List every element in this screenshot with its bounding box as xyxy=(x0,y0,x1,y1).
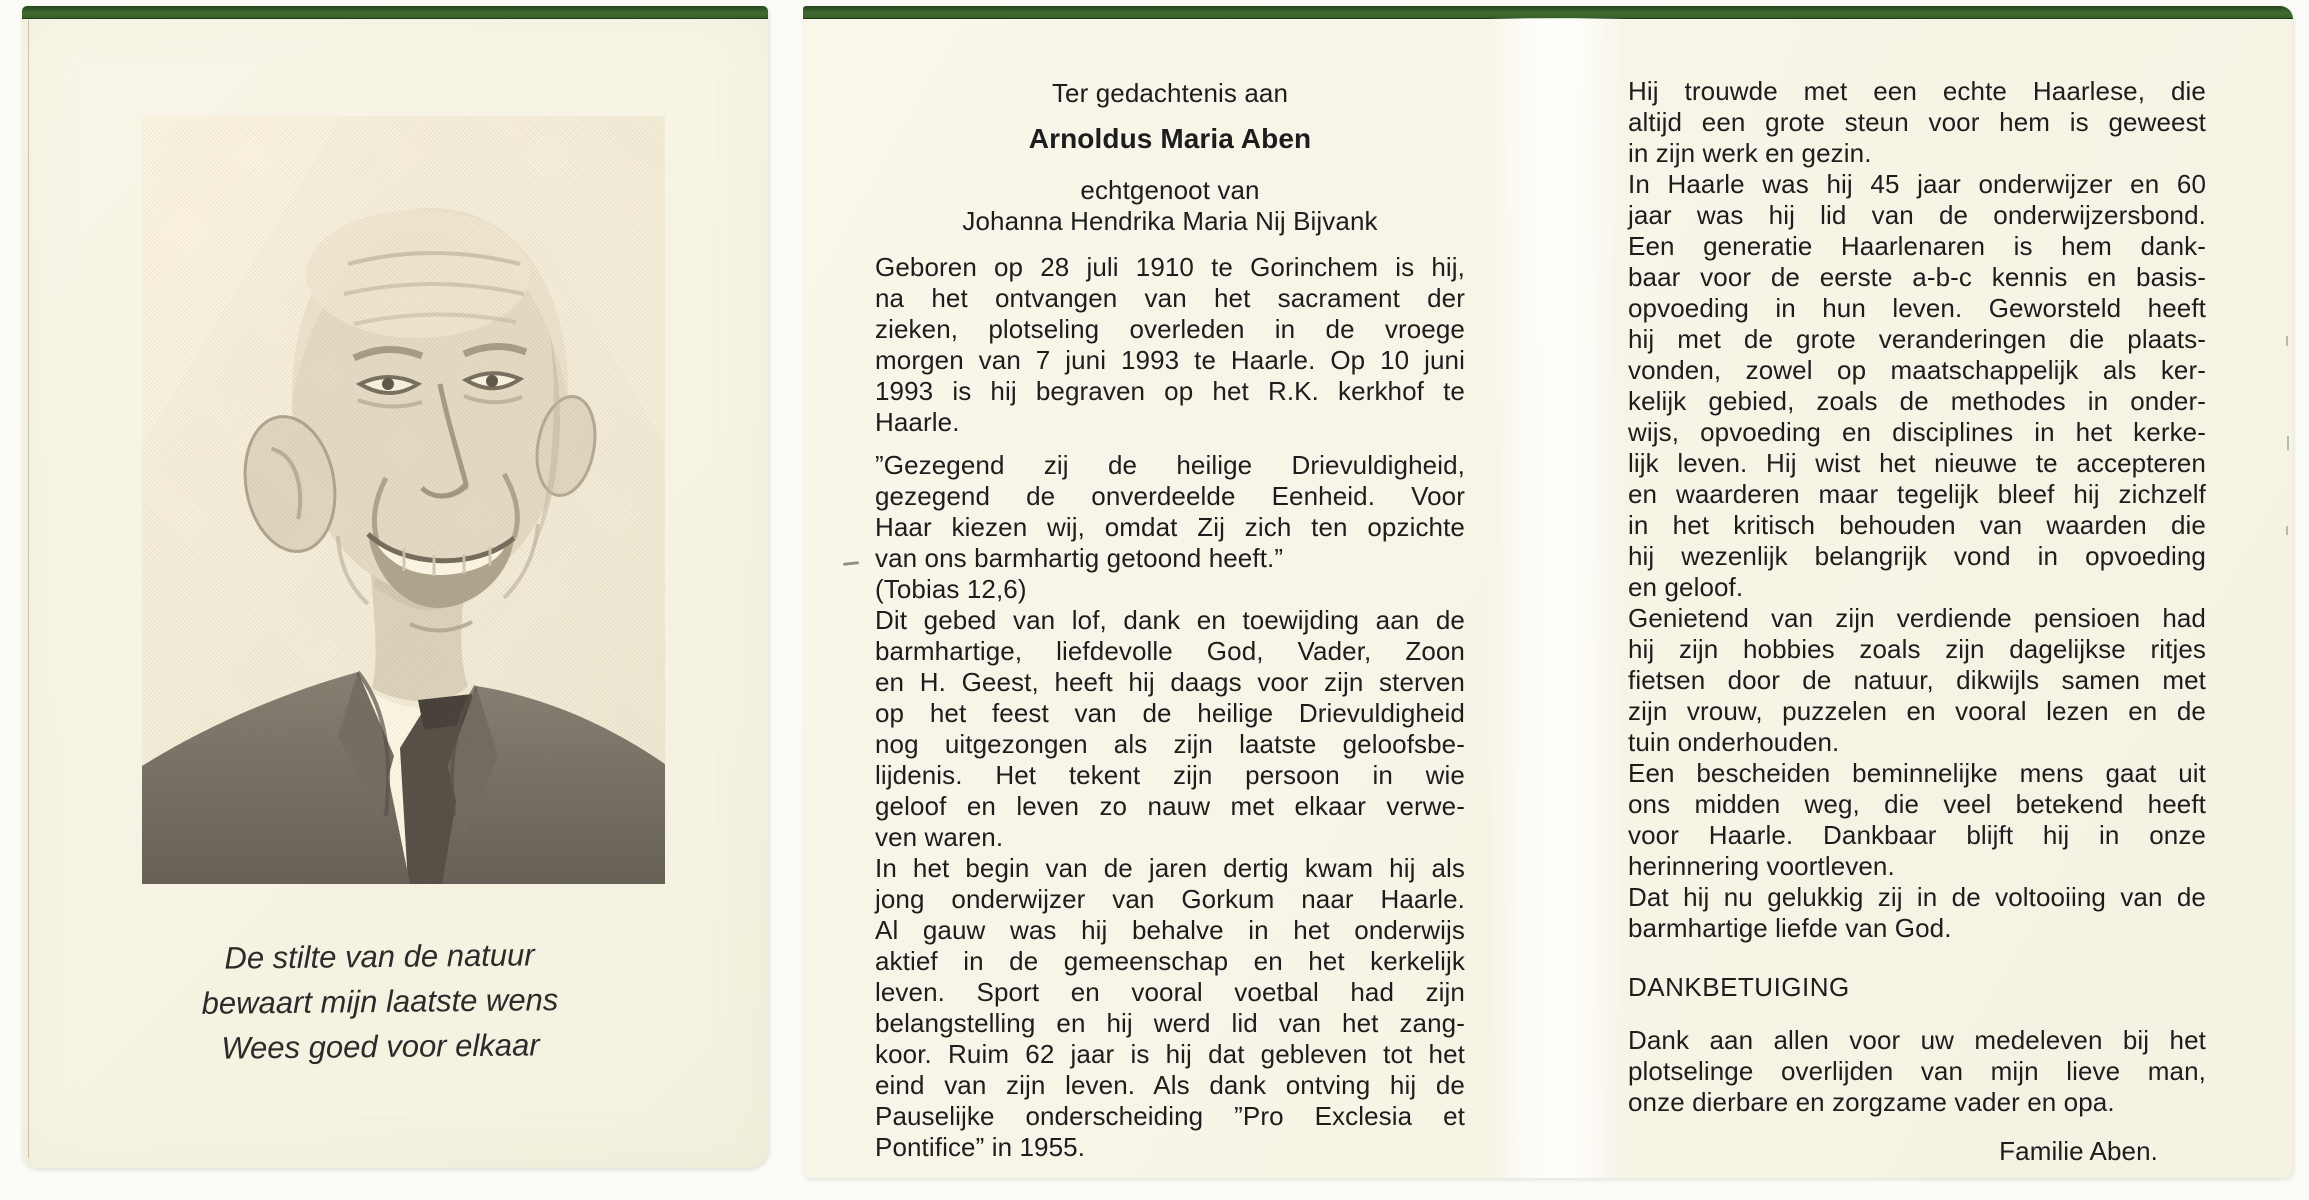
memorial-text-column xyxy=(875,78,1465,1163)
text-line: vonden, zowel op maatschappelijk als ker- xyxy=(1628,355,2206,385)
text-line: plotselinge overlijden van mijn lieve man, xyxy=(1628,1056,2206,1086)
text-line: zijn vrouw, puzzelen en vooral lezen en de xyxy=(1628,696,2206,726)
text-line: voor Haarle. Dankbaar blijft hij in onze xyxy=(1628,820,2206,850)
text-line: van ons barmhartig getoond heeft.” xyxy=(875,543,1284,573)
text-line: geloof en leven zo nauw met elkaar verwe- xyxy=(875,791,1465,821)
text-line: lijdenis. Het tekent zijn persoon in wie xyxy=(875,760,1465,790)
text-line: Al gauw was hij behalve in het onderwijs xyxy=(875,915,1465,945)
text-line: barmhartige liefde van God. xyxy=(1628,913,1952,943)
text-line: aktief in de gemeenschap en het kerkelijk xyxy=(875,946,1465,976)
text-line: altijd een grote steun voor hem is geweest xyxy=(1628,107,2206,137)
text-line: lijk leven. Hij wist het nieuwe te accepteren xyxy=(1628,448,2206,478)
scan-artifact xyxy=(2286,526,2288,535)
text-line: in zijn werk en gezin. xyxy=(1628,138,1872,168)
paragraph-farewell xyxy=(1628,758,2206,882)
text-line: na het ontvangen van het sacrament der xyxy=(875,283,1465,313)
text-line: 1993 is hij begraven op het R.K. kerkhof te xyxy=(875,376,1465,406)
text-line: Een bescheiden beminnelijke mens gaat uit xyxy=(1628,758,2206,788)
text-line: en H. Geest, heeft hij daags voor zijn sterven xyxy=(875,667,1465,697)
paragraph-pension xyxy=(1628,603,2206,758)
text-line: Pontifice” in 1955. xyxy=(875,1132,1086,1162)
paragraph-completion xyxy=(1628,882,2206,944)
deceased-name: Arnoldus Maria Aben xyxy=(1028,123,1312,154)
center-fold-highlight xyxy=(1489,18,1625,1178)
paragraph-teacher-life xyxy=(875,853,1465,1163)
text-line: barmhartige, liefdevolle God, Vader, Zoon xyxy=(875,636,1465,666)
scripture-source: (Tobias 12,6) xyxy=(875,574,1027,604)
text-line: baar voor de eerste a-b-c kennis en basis- xyxy=(1628,262,2206,292)
poem-line: Wees goed voor elkaar xyxy=(221,1027,540,1066)
paragraph-marriage xyxy=(1628,76,2206,169)
text-line: Dat hij nu gelukkig zij in de voltooiing van de xyxy=(1628,882,2206,912)
scan-artifact xyxy=(843,561,859,566)
text-line: Hij trouwde met een echte Haarlese, die xyxy=(1628,76,2206,106)
text-line: kelijk gebied, zoals de methodes in onder- xyxy=(1628,386,2206,416)
text-line: eind van zijn leven. Als dank ontving hij de xyxy=(875,1070,1465,1100)
text-line: gezegend de onverdeelde Eenheid. Voor xyxy=(875,481,1465,511)
spouse-name: Johanna Hendrika Maria Nij Bijvank xyxy=(962,206,1378,236)
family-signature: Familie Aben. xyxy=(1999,1136,2158,1166)
text-line: nog uitgezongen als zijn laatste geloofsbe- xyxy=(875,729,1465,759)
text-line: In het begin van de jaren dertig kwam hij als xyxy=(875,853,1465,883)
biography-text-column xyxy=(1628,76,2206,1167)
paragraph-career xyxy=(1628,169,2206,603)
text-line: Haar kiezen wij, omdat Zij zich ten opzichte xyxy=(875,512,1465,542)
text-line: onze dierbare en zorgzame vader en opa. xyxy=(1628,1087,2115,1117)
text-line: Haarle. xyxy=(875,407,960,437)
left-page xyxy=(22,6,768,1168)
text-line: ons midden weg, die veel betekend heeft xyxy=(1628,789,2206,819)
page-top-green-edge xyxy=(22,6,768,19)
text-line: hij met de grote veranderingen die plaats- xyxy=(1628,324,2206,354)
paragraph-prayer xyxy=(875,605,1465,853)
text-line: jaar was hij lid van de onderwijzersbond. xyxy=(1628,200,2206,230)
text-line: koor. Ruim 62 jaar is hij dat gebleven tot het xyxy=(875,1039,1465,1069)
text-line: op het feest van de heilige Drievuldigheid xyxy=(875,698,1465,728)
text-line: Geboren op 28 juli 1910 te Gorinchem is hij, xyxy=(875,252,1465,282)
page-top-green-edge xyxy=(803,6,2293,19)
text-line: leven. Sport en vooral voetbal had zijn xyxy=(875,977,1465,1007)
text-line: zieken, plotseling overleden in de vroege xyxy=(875,314,1465,344)
acknowledgement-title: DANKBETUIGING xyxy=(1628,972,1850,1002)
text-line: in het kritisch behouden van waarden die xyxy=(1628,510,2206,540)
paragraph-scripture-quote xyxy=(875,450,1465,574)
poem-line: bewaart mijn laatste wens xyxy=(201,982,559,1021)
text-line: tuin onderhouden. xyxy=(1628,727,1840,757)
right-sheet xyxy=(803,6,2293,1178)
text-line: fietsen door de natuur, dikwijls samen met xyxy=(1628,665,2206,695)
text-line: ”Gezegend zij de heilige Drievuldigheid, xyxy=(875,450,1465,480)
poem-line: De stilte van de natuur xyxy=(224,937,535,976)
text-line: morgen van 7 juni 1993 te Haarle. Op 10 juni xyxy=(875,345,1465,375)
text-line: belangstelling en hij werd lid van het zang- xyxy=(875,1008,1465,1038)
portrait-photo xyxy=(142,116,665,884)
scan-artifact xyxy=(2286,336,2288,346)
text-line: opvoeding in hun leven. Geworsteld heeft xyxy=(1628,293,2206,323)
text-line: en waarderen maar tegelijk bleef hij zichzelf xyxy=(1628,479,2206,509)
text-line: Dit gebed van lof, dank en toewijding aan de xyxy=(875,605,1465,635)
text-line: ven waren. xyxy=(875,822,1004,852)
text-line: wijs, opvoeding en disciplines in het kerke- xyxy=(1628,417,2206,447)
text-line: Dank aan allen voor uw medeleven bij het xyxy=(1628,1025,2206,1055)
text-line: herinnering voortleven. xyxy=(1628,851,1895,881)
text-line: en geloof. xyxy=(1628,572,1744,602)
poem xyxy=(21,930,738,1072)
text-line: Pauselijke onderscheiding ”Pro Exclesia et xyxy=(875,1101,1465,1131)
memorial-intro: Ter gedachtenis aan xyxy=(1051,78,1289,108)
halftone-texture xyxy=(142,116,665,884)
text-line: jong onderwijzer van Gorkum naar Haarle. xyxy=(875,884,1465,914)
text-line: Een generatie Haarlenaren is hem dank- xyxy=(1628,231,2206,261)
text-line: In Haarle was hij 45 jaar onderwijzer en 60 xyxy=(1628,169,2206,199)
text-line: hij zijn hobbies zoals zijn dagelijkse ritjes xyxy=(1628,634,2206,664)
scan-artifact xyxy=(2287,436,2289,450)
relation-label: echtgenoot van xyxy=(1080,175,1260,205)
text-line: Genietend van zijn verdiende pensioen had xyxy=(1628,603,2206,633)
text-line: hij wezenlijk belangrijk vond in opvoeding xyxy=(1628,541,2206,571)
paragraph-birth-death xyxy=(875,252,1465,438)
acknowledgement-body xyxy=(1628,1025,2206,1118)
